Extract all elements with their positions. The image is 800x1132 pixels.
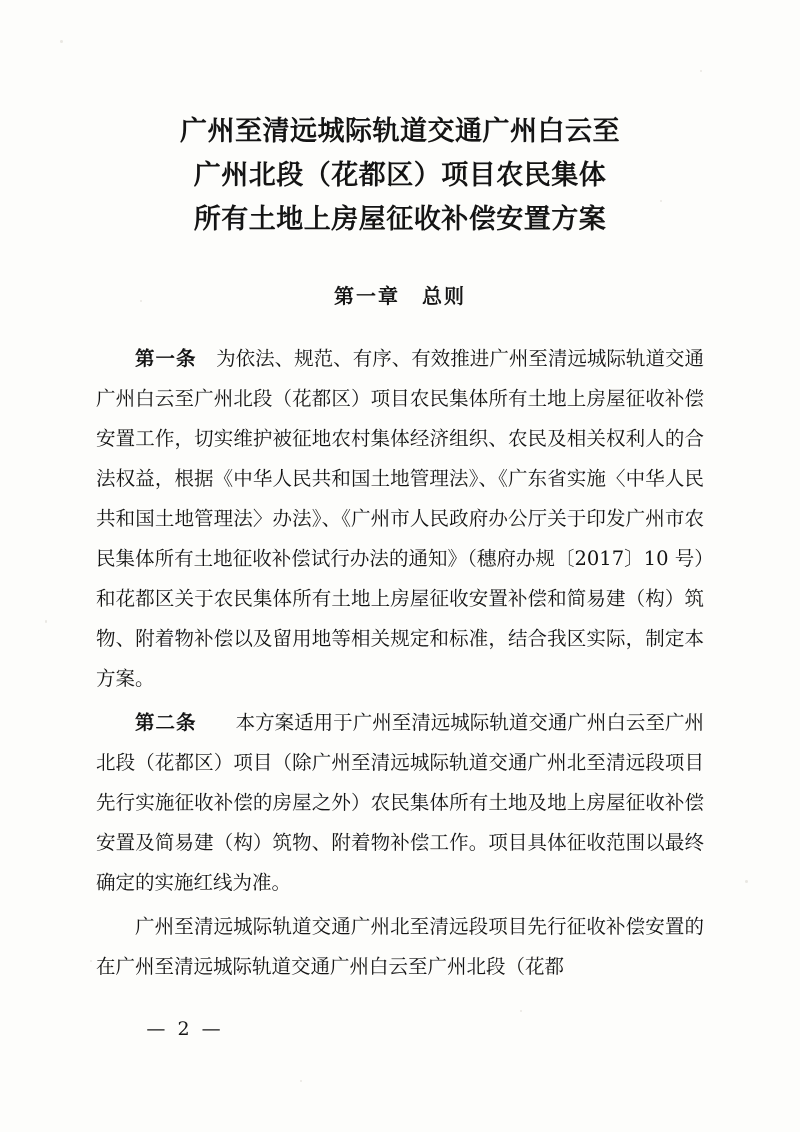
page-title bbox=[96, 0, 704, 242]
page-title-line-3: 所有土地上房屋征收补偿安置方案 bbox=[193, 204, 607, 235]
article-1-text: 为依法、规范、有序、有效推进广州至清远城际轨道交通广州白云至广州北段（花都区）项目农民集体所有土地上房屋征收补偿安置工作，切实维护被征地农村集体经济组织、农民及相关权利人的合法权益，根据《中华人民共和国土地管理法》、《广东省实施〈中华人民共和国土地管理法〉办法》、《广州市人民政府办公厅关于印发广州市农民集体所有土地征收补偿试行办法的通知》（穗府办规〔2017〕10 号）和花都区关于农民集体所有土地上房屋征收安置补偿和简易建（构）筑物、附着物补偿以及留用地等相关规定和标准，结合我区实际，制定本方案。 bbox=[96, 347, 704, 690]
page-number-value: — 2 — bbox=[146, 1018, 224, 1040]
paragraph-continuation-text: 广州至清远城际轨道交通广州北至清远段项目先行征收补偿安置的在广州至清远城际轨道交通广州白云至广州北段（花都 bbox=[96, 915, 704, 978]
chapter-heading: 第一章 总则 bbox=[334, 284, 466, 308]
paragraph-article-1 bbox=[96, 339, 704, 699]
article-2-text: 本方案适用于广州至清远城际轨道交通广州白云至广州北段（花都区）项目（除广州至清远城际轨道交通广州北至清远段项目先行实施征收补偿的房屋之外）农民集体所有土地及地上房屋征收补偿安置及简易建（构）筑物、附着物补偿工作。项目具体征收范围以最终确定的实施红线为准。 bbox=[96, 711, 704, 894]
page-title-line-1: 广州至清远城际轨道交通广州白云至 bbox=[180, 116, 620, 147]
article-1-label: 第一条 bbox=[135, 347, 197, 370]
paragraph-continuation bbox=[96, 907, 704, 987]
paragraph-article-2 bbox=[96, 703, 704, 903]
body-text bbox=[96, 309, 704, 987]
page-number bbox=[0, 1018, 800, 1040]
page-title-line-2: 广州北段（花都区）项目农民集体 bbox=[193, 160, 607, 191]
article-2-label: 第二条 bbox=[135, 711, 197, 734]
